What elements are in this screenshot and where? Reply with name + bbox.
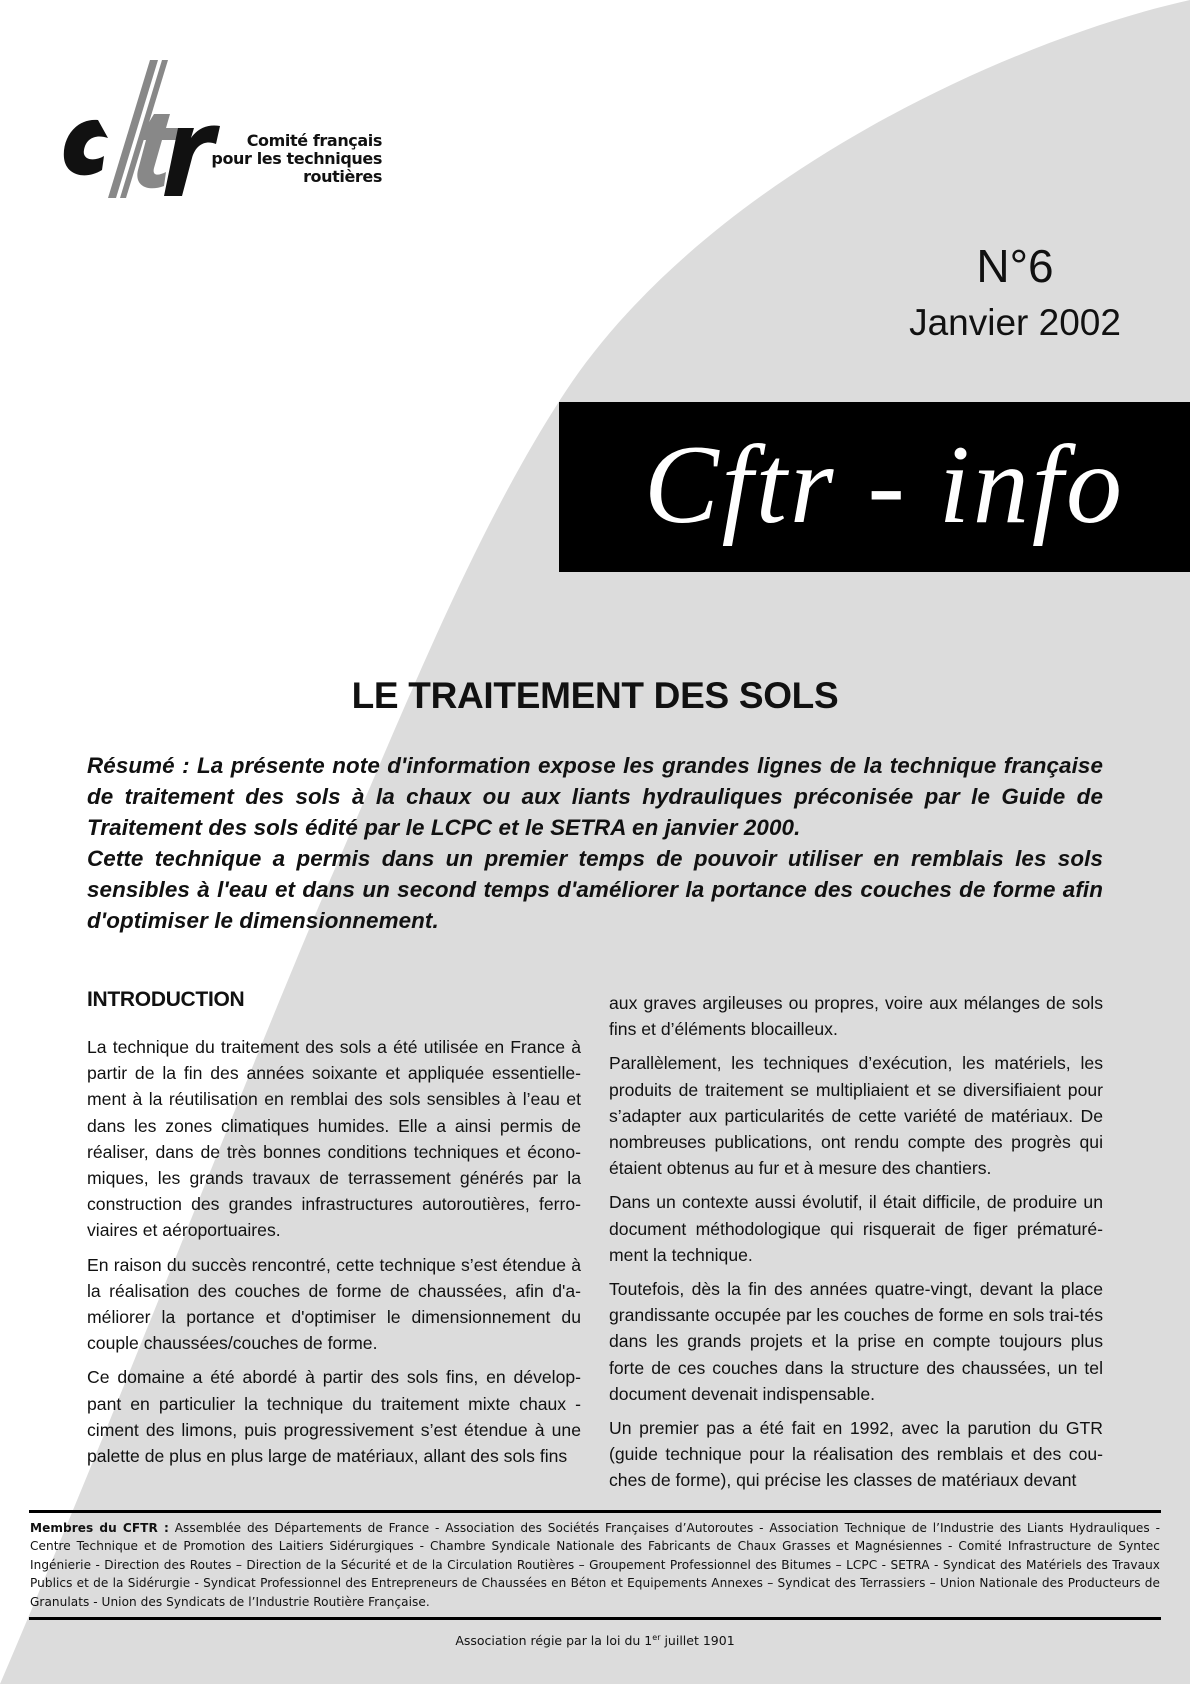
paragraph: aux graves argileuses ou propres, voire aux mélanges de sols fins et d’éléments blocailleux. xyxy=(609,993,1103,1040)
footer-rule-bottom xyxy=(29,1617,1161,1620)
column-left xyxy=(87,986,581,1477)
abstract-paragraph-2: Cette technique a permis dans un premier temps de pouvoir utiliser en remblais les sols sensibles à l'eau et dans un second temps d'améliorer la portance des couches de forme afin d'optimiser le dimensionnement. xyxy=(87,846,1103,933)
paragraph: En raison du succès rencontré, cette technique s’est étendue à la réalisation des couches de forme de chaussées, afin d'a-méliorer la portance et d'optimiser le dimensionnement du couple chaussées/couches de forme. xyxy=(87,1254,581,1354)
column-right xyxy=(609,990,1103,1502)
members-label: Membres du CFTR : xyxy=(30,1521,169,1535)
page-title: LE TRAITEMENT DES SOLS xyxy=(351,675,839,716)
logo-line-1: Comité français xyxy=(246,131,382,150)
legal-note-text: Association régie par la loi du 1 xyxy=(455,1633,653,1649)
paragraph: Un premier pas a été fait en 1992, avec la parution du GTR (guide technique pour la réalisation des remblais et des cou-ches de forme), qui précise les classes de matériaux devant xyxy=(609,1418,1103,1491)
banner-title: Cftr - info xyxy=(643,423,1126,547)
paragraph: Toutefois, dès la fin des années quatre-vingt, devant la place grandissante occupée par les couches de forme en sols trai-tés dans les grands projets et la prise en compte toujours plus forte de ces couches dans la structure des chaussées, un tel document devenait indispensable. xyxy=(609,1279,1103,1404)
cftr-logo-mark-icon xyxy=(58,58,228,198)
abstract-text-1: La présente note d'information expose les grandes lignes de la technique française de traitement des sols à la chaux ou aux liants hydrauliques préconisée par le Guide de Traitement des sols édité par le LCPC et le SETRA en janvier 2000. xyxy=(87,753,1103,840)
paragraph: Parallèlement, les techniques d’exécution, les matériels, les produits de traitement se multipliaient et se diversifiaient pour s’adapter aux particularités de cette variété de matériaux. De nombreuses publications, ont rendu compte des progrès qui étaient obtenus au fur et à mesure des chantiers. xyxy=(609,1053,1103,1179)
paragraph: Dans un contexte aussi évolutif, il était difficile, de produire un document méthodologique qui risquerait de figer prématuré-ment la technique. xyxy=(609,1192,1103,1265)
legal-note xyxy=(0,1630,1190,1649)
issue-number: N°6 xyxy=(976,240,1054,292)
footer-members xyxy=(29,1510,1161,1620)
members-list xyxy=(29,1513,1161,1617)
publication-banner xyxy=(559,402,1190,572)
logo-line-2: pour les techniques xyxy=(211,149,382,168)
legal-note-superscript: er xyxy=(652,1633,661,1642)
paragraph: Ce domaine a été abordé à partir des sols fins, en dévelop-pant en particulier la technique du traitement mixte chaux - ciment des limons, puis progressivement s’est étendue à une palette de plus en plus large de matériaux, allant des sols fins xyxy=(87,1367,581,1467)
section-heading-introduction: INTRODUCTION xyxy=(87,988,245,1011)
paragraph: La technique du traitement des sols a été utilisée en France à partir de la fin des années soixante et appliquée essentielle-ment à la réutilisation en remblai des sols sensibles à l’eau et dans les zones climatiques humides. Elle a ainsi permis de réaliser, dans de très bonnes conditions techniques et écono-miques, les grands travaux de terrassement générés par la construction des grandes infrastructures autoroutières, ferro-viaires et aéroportuaires. xyxy=(87,1037,581,1241)
legal-note-text-end: juillet 1901 xyxy=(660,1633,735,1649)
abstract-paragraph-1 xyxy=(87,750,1103,843)
cftr-logo xyxy=(58,58,388,198)
members-text: Assemblée des Départements de France - Association des Sociétés Françaises d’Autoroutes - Association Technique de l’Industrie des Liants Hydrauliques - Centre Technique et de Promotion des Laitiers Sidérurgiques - Chambre Syndicale Nationale des Fabricants de Chaux Grasses et Magnésiennes - Comité Infrastructure de Syntec Ingénierie - Direction des Routes – Direction de la Sécurité et de la Circulation Routières – Groupement Professionnel des Bitumes – LCPC - SETRA - Syndicat des Matériels des Travaux Publics et de la Sidérurgie - Syndicat Professionnel des Entrepreneurs de Chaussées en Béton et Equipements Annexes – Syndicat des Terrassiers – Union Nationale des Producteurs de Granulats - Union des Syndicats de l’Industrie Routière Française. xyxy=(30,1521,1160,1609)
logo-line-3: routières xyxy=(303,167,382,186)
abstract-label: Résumé : xyxy=(87,753,190,778)
issue-date: Janvier 2002 xyxy=(909,302,1121,343)
logo-caption xyxy=(211,132,382,186)
abstract xyxy=(87,750,1103,936)
